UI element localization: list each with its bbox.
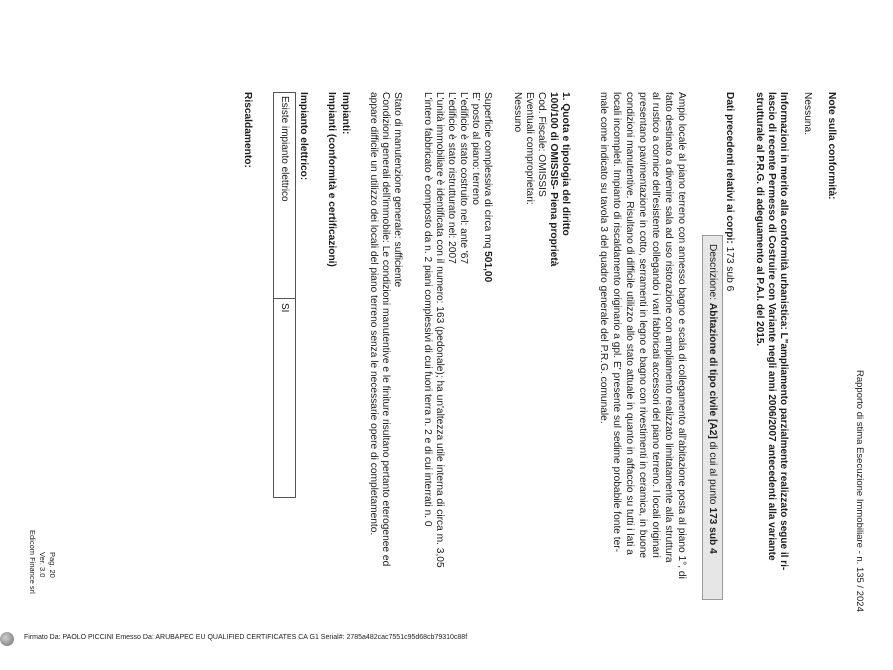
description-line-7: male come indicato su tavola 3 del quadro generale del P.R.G. comunale. [598,92,609,424]
maintenance-state: Stato di manutenzione generale: sufficiente [392,92,403,288]
electric-row-label: Esiste impianto elettrico [274,93,295,299]
description-middle: di cui al punto [707,441,718,505]
previous-data-label: Dati precedenti relativi ai corpi: [724,92,735,244]
floors-info: L'intero fabbricato è composto da n. 2 piani complessivi di cui fuori terra n. 2 e di cui interrati n. 0 [422,92,433,527]
page-number: Pag. 20 [48,552,57,578]
description-point: 173 sub 4 [707,507,718,554]
surface-value: 501,00 [482,251,493,283]
built-info: L'edificio è stato costruito nel: ante '67 [458,92,469,265]
description-line-1: Ampio locale al piano terreno con annesso bagno e scala di collegamento all'abitazione posta al piano 1°, di [676,92,687,579]
signature-footer: Firmato Da: PAOLO PICCINI Emesso Da: ARUBAPEC EU QUALIFIED CERTIFICATES CA G1 Serial#: 2785a482cac7551c95d68cb79310c88f [24,634,468,641]
publisher: Edicom Finance srl [28,530,37,594]
electric-row-value: SI [279,303,290,313]
electric-heading: Impianto elettrico: [298,92,309,181]
description-line-2: fatto destinato a divenire sala ad uso ristorazione con ampliamento realizzato limitatamente alla struttura [663,92,674,563]
description-line-5: condizioni manutentive. Risultano di difficile utilizzo allo stato attuale in quanto in affaccio su tutti i lati a [624,92,635,555]
urbanistic-line-3: strutturale al P.R.G. di adeguamento al P.A.I. del 2015. [754,92,765,347]
co-owners-value: Nessuno [512,92,523,133]
description-type: Abitazione di tipo civile [A2] [707,302,718,439]
conformity-note: Nessuna. [802,92,813,136]
co-owners-label: Eventuali comproprietari: [524,92,535,205]
surface [481,92,493,282]
restructured-info: L'edificio è stato ristrutturato nel: 2007 [446,92,457,264]
urbanistic-line-1: Informazioni in merito alla conformità urbanistica: L"ampliamento parzialmente realizzato segue il ri- [778,92,789,571]
fiscal-code: Cod. Fiscale: OMISSIS [536,92,547,197]
previous-data-value: 173 sub 6 [724,246,735,292]
conformity-heading: Note sulla conformità: [826,92,837,200]
description-title [706,244,718,554]
report-header: Rapporto di stima Esecuzione Immobiliare - n. 135 / 2024 [854,370,865,612]
maintenance-line-1: Condizioni generali dell'immobile: Le condizioni manutentive e le finiture risultano pertanto eterogenee ed [380,92,391,567]
description-line-4: presentano pavimentazione in cotto, serramenti in legno e bagno con rivestimenti in ceramica, in buone [637,92,648,559]
heating-heading: Riscaldamento: [242,92,253,168]
previous-data [723,92,735,291]
maintenance-line-2: appare difficile un utilizzo dei locali del piano terreno senza le necessarie opere di completamento. [368,92,379,536]
description-title-box [702,235,723,600]
description-line-6: locali incompleti. Impianto di riscaldamento originario a gpl. E' presente sul sedime probabile fonte ter- [611,92,622,553]
systems-heading: Impianti: [340,92,351,135]
systems-subheading: Impianti (conformità e certificazioni) [326,92,337,267]
floor-info: E' posto al piano: terreno [470,92,481,205]
quota-heading: 1. Quota e tipologia del diritto [560,92,571,236]
quota-right: 100/100 di OMISSIS- Piena proprietà [548,92,559,267]
unit-info: L'unità immobiliare è identificata con il numero: 163 (pedonale); ha un'altezza utile interna di circa m. 3,05 [434,92,445,568]
seal-icon [0,632,14,646]
description-label: Descrizione: [707,244,718,301]
description-line-3: al rustico a cornice dell'esistente collegando i vari fabbricati accessori del piano terreno. I locali originari [650,92,661,558]
version: Ver. 3.0 [38,552,47,578]
urbanistic-line-2: lascio di recente Permesso di Costruire con Variante negli anni 2006/2007 antecedenti alla variante [766,92,777,561]
surface-label: Superficie complessiva di circa mq [482,92,493,249]
electric-table [273,92,296,498]
